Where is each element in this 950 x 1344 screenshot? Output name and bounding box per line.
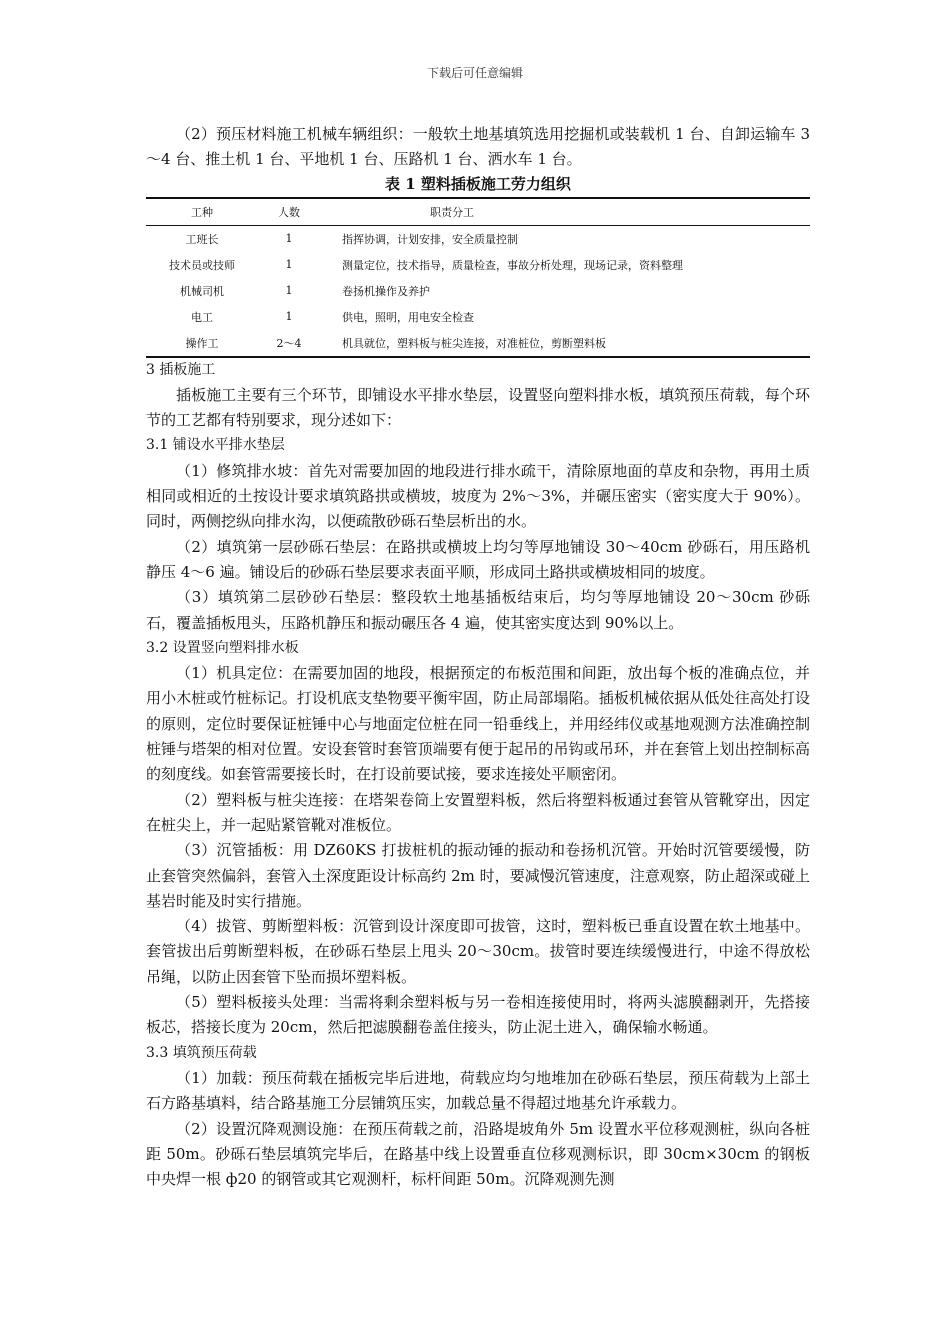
table-cell: 操作工 [185, 336, 219, 350]
section-heading: 3.2 设置竖向塑料排水板 [146, 639, 299, 656]
table-cell: 1 [285, 310, 293, 324]
page-header: 下载后可任意编辑 [426, 66, 523, 80]
header-cell: 职责分工 [320, 198, 810, 226]
header-cell: 工种 [146, 198, 258, 226]
table-row [146, 278, 810, 304]
table-caption: 表 1 塑料插板施工劳力组织 [385, 174, 571, 193]
table-cell: 2～4 [276, 336, 302, 350]
table-cell: 1 [285, 232, 293, 246]
section-heading: 3.3 填筑预压荷载 [146, 1044, 257, 1061]
body-paragraph: （4）拔管、剪断塑料板：沉管到设计深度即可拔管，这时，塑料板已垂直设置在软土地基中。套管拔出后剪断塑料板，在砂砾石垫层上甩头 20～30cm。拔管时要连续缓慢进行，中途不得放松吊绳，以防止因套管下坠而损坏塑料板。 [146, 917, 810, 986]
section-heading: 3.1 铺设水平排水垫层 [146, 437, 285, 454]
body-paragraph: （2）填筑第一层砂砾石垫层：在路拱或横坡上均匀等厚地铺设 30～40cm 砂砾石，用压路机静压 4～6 遍。铺设后的砂砾石垫层要求表面平顺，形成同土路拱或横坡相同的坡度。 [146, 537, 810, 581]
table-cell: 机械司机 [180, 284, 224, 298]
table-cell: 电工 [191, 310, 213, 324]
body-paragraph: （2）设置沉降观测设施：在预压荷载之前，沿路堤坡角外 5m 设置水平位移观测桩，纵向各桩距 50m。砂砾石垫层填筑完毕后，在路基中线上设置垂直位移观测标识，即 30cm×30cm 的钢板中央焊一根 ф20 的钢管或其它观测杆，标杆间距 50m。沉降观测先测 [146, 1119, 810, 1189]
table-cell: 技术员或技师 [169, 258, 235, 272]
table-row [146, 304, 810, 330]
document-body [146, 122, 810, 1192]
table-cell: 测量定位，技术指导，质量检查，事故分析处理，现场记录，资料整理 [342, 258, 683, 272]
table-cell: 指挥协调，计划安排，安全质量控制 [342, 232, 518, 246]
body-paragraph: （1）机具定位：在需要加固的地段，根据预定的布板范围和间距，放出每个板的准确点位，并用小木桩或竹桩标记。打设机底支垫物要平衡牢固，防止局部塌陷。插板机械依据从低处往高处打设的原则，定位时要保证桩锤中心与地面定位桩在同一铅垂线上，并用经纬仪或基地观测方法准确控制桩锤与塔架的相对位置。安设套管时套管顶端要有便于起吊的吊钩或吊环，并在套管上划出控制标高的刻度线。如套管需要接长时，在打设前要试接，要求连接处平顺密闭。 [146, 664, 810, 784]
table-row [146, 252, 810, 278]
body-paragraph: （3）填筑第二层砂砂石垫层：整段软土地基插板结束后，均匀等厚地铺设 20～30cm 砂砾石，覆盖插板甩头，压路机静压和振动碾压各 4 遍，使其密实度达到 90%以上。 [146, 588, 810, 632]
body-paragraph: （5）塑料板接头处理：当需将剩余塑料板与另一卷相连接使用时，将两头滤膜翻剥开，先搭接板芯，搭接长度为 20cm，然后把滤膜翻卷盖住接头，防止泥土进入，确保输水畅通。 [146, 993, 810, 1037]
intro-paragraph: （2）预压材料施工机械车辆组织：一般软土地基填筑选用挖掘机或装载机 1 台、自卸运输车 3～4 台、推土机 1 台、平地机 1 台、压路机 1 台、洒水车 1 台。 [146, 125, 810, 169]
table-cell: 工班长 [185, 232, 219, 246]
labor-table [146, 197, 810, 358]
body-paragraph: （1）修筑排水坡：首先对需要加固的地段进行排水疏干，清除原地面的草皮和杂物，再用土质相同或相近的土按设计要求填筑路拱或横坡，坡度为 2%～3%，并碾压密实（密实度大于 90%）。同时，两侧挖纵向排水沟，以便疏散砂砾石垫层析出的水。 [146, 461, 810, 531]
table-row [146, 330, 810, 357]
body-paragraph: （1）加载：预压荷载在插板完毕后进地，荷载应均匀地堆加在砂砾石垫层，预压荷载为上部土石方路基填料，结合路基施工分层铺筑压实，加载总量不得超过地基允许承载力。 [146, 1068, 810, 1113]
table-cell: 1 [285, 258, 293, 272]
body-paragraph: （2）塑料板与桩尖连接：在塔架卷筒上安置塑料板，然后将塑料板通过套管从管靴穿出，因定在桩尖上，并一起贴紧管靴对准板位。 [146, 790, 810, 834]
table-cell: 供电，照明，用电安全检查 [342, 310, 474, 324]
table-header-row [146, 198, 810, 226]
body-paragraph: 插板施工主要有三个环节，即铺设水平排水垫层，设置竖向塑料排水板，填筑预压荷载，每个环节的工艺都有特别要求，现分述如下： [146, 385, 810, 430]
table-cell: 机具就位，塑料板与桩尖连接，对准桩位，剪断塑料板 [342, 336, 606, 350]
header-cell: 人数 [258, 198, 320, 226]
table-cell: 1 [285, 284, 293, 298]
table-cell: 卷扬机操作及养护 [342, 284, 430, 298]
table-row [146, 225, 810, 252]
section-heading: 3 插板施工 [146, 361, 216, 378]
body-paragraph: （3）沉管插板：用 DZ60KS 打拔桩机的振动锤的振动和卷扬机沉管。开始时沉管要缓慢，防止套管突然偏斜，套管入土深度距设计标高约 2m 时，要减慢沉管速度，注意观察，防止超深或碰上基岩时能及时实行措施。 [146, 841, 810, 910]
